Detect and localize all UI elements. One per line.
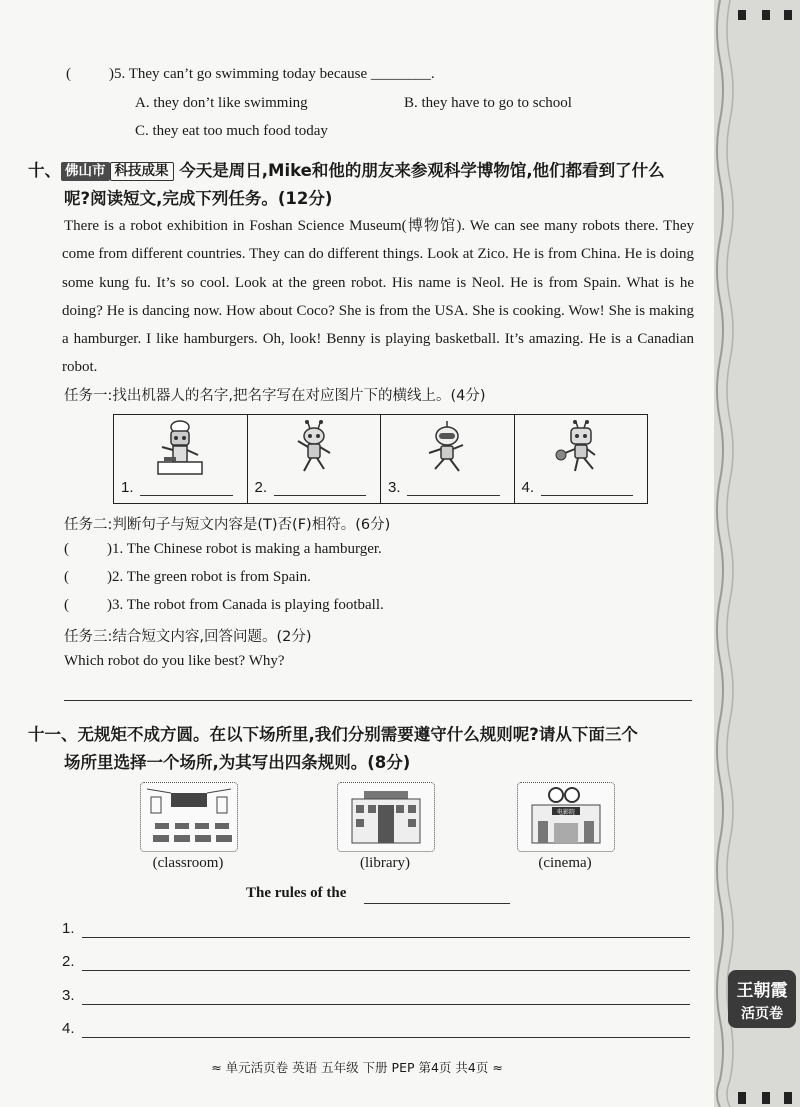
rules-heading: The rules of the — [246, 885, 347, 901]
rule-line-3[interactable] — [82, 1004, 690, 1005]
cinema-label: (cinema) — [538, 855, 592, 871]
kungfu-robot-icon — [417, 419, 477, 477]
robot-number-3: 3. — [388, 479, 401, 496]
tear-edge-icon — [714, 0, 800, 1107]
rule-line-1[interactable] — [82, 937, 690, 938]
robot-cell-3 — [381, 415, 515, 503]
brand-badge — [728, 970, 796, 1028]
page-footer: ≈ 单元活页卷 英语 五年级 下册 PEP 第4页 共4页 ≈ — [211, 1060, 503, 1075]
cinema-icon — [518, 783, 614, 851]
section10-title-line2: 呢?阅读短文,完成下列任务。(12分) — [64, 189, 333, 208]
q5-option-b: B. they have to go to school — [404, 95, 572, 111]
rules-place-blank[interactable] — [364, 903, 510, 904]
robot-cell-4 — [515, 415, 648, 503]
city-tag: 佛山市 — [61, 162, 110, 181]
tf-paren-3: ( — [64, 597, 69, 613]
rule-number-4: 4. — [62, 1020, 75, 1037]
robot-cell-2 — [248, 415, 382, 503]
section11-title-line1: 十一、无规矩不成方圆。在以下场所里,我们分别需要遵守什么规则呢?请从下面三个 — [28, 725, 638, 744]
robot-answer-line-1[interactable] — [140, 495, 233, 496]
topic-tag: 科技成果 — [110, 162, 174, 181]
cinema-picture — [517, 782, 615, 852]
classroom-label: (classroom) — [152, 855, 224, 871]
rule-line-2[interactable] — [82, 970, 690, 971]
library-icon — [338, 783, 434, 851]
rule-number-3: 3. — [62, 987, 75, 1004]
tf-item-2: )2. The green robot is from Spain. — [107, 569, 311, 585]
cinema-sign-text: 电影院 — [556, 809, 576, 816]
robot-answer-line-3[interactable] — [407, 495, 500, 496]
section10-title-line1: 今天是周日,Mike和他的朋友来参观科学博物馆,他们都看到了什么 — [179, 161, 665, 180]
binding-strip — [714, 0, 800, 1107]
cooking-robot-icon — [150, 419, 210, 477]
robot-cell-1 — [114, 415, 248, 503]
task3-instruction: 任务三:结合短文内容,回答问题。(2分) — [64, 629, 312, 645]
section10-number: 十、 — [28, 161, 61, 180]
task2-instruction: 任务二:判断句子与短文内容是(T)否(F)相符。(6分) — [64, 517, 391, 533]
q5-option-c: C. they eat too much food today — [135, 123, 328, 139]
library-picture — [337, 782, 435, 852]
tf-item-1: )1. The Chinese robot is making a hamburger. — [107, 541, 382, 557]
robot-answer-line-4[interactable] — [541, 495, 634, 496]
tf-paren-2: ( — [64, 569, 69, 585]
robot-number-1: 1. — [121, 479, 134, 496]
q5-option-a: A. they don’t like swimming — [135, 95, 308, 111]
task1-instruction: 任务一:找出机器人的名字,把名字写在对应图片下的横线上。(4分) — [64, 388, 486, 404]
robot-number-4: 4. — [521, 479, 535, 496]
dancing-robot-icon — [284, 419, 344, 477]
brand-subtitle: 活页卷 — [741, 1006, 783, 1022]
section10-title — [28, 156, 665, 186]
section11-title-line2: 场所里选择一个场所,为其写出四条规则。(8分) — [64, 753, 411, 772]
task3-question: Which robot do you like best? Why? — [64, 653, 285, 669]
rule-line-4[interactable] — [82, 1037, 690, 1038]
q5-stem: )5. They can’t go swimming today because ________. — [109, 66, 435, 82]
basketball-robot-icon — [551, 419, 611, 477]
tf-paren-1: ( — [64, 541, 69, 557]
classroom-icon — [141, 783, 237, 851]
robot-answer-line-2[interactable] — [274, 495, 367, 496]
q5-paren: ( — [66, 66, 71, 82]
tf-item-3: )3. The robot from Canada is playing football. — [107, 597, 384, 613]
library-label: (library) — [360, 855, 410, 871]
brand-name: 王朝霞 — [736, 981, 788, 1001]
robot-picture-box — [113, 414, 648, 504]
task3-answer-line[interactable] — [64, 700, 692, 701]
rule-number-1: 1. — [62, 920, 75, 937]
reading-passage: There is a robot exhibition in Foshan Science Museum(博物馆). We can see many robots there. They come from different countries. They can do different things. Look at Zico. He is from China. He is doing some kung fu. It’s so cool. Look at the green robot. His name is Neol. He is from Spain. What is he doing? He is dancing now. How about Coco? She is from the USA. She is cooking. Wow! She is making a hamburger. I like hamburgers. Oh, look! Benny is playing basketball. It’s amazing. He is a Canadian robot. — [62, 218, 694, 376]
rule-number-2: 2. — [62, 953, 75, 970]
robot-number-2: 2. — [254, 479, 268, 496]
classroom-picture — [140, 782, 238, 852]
